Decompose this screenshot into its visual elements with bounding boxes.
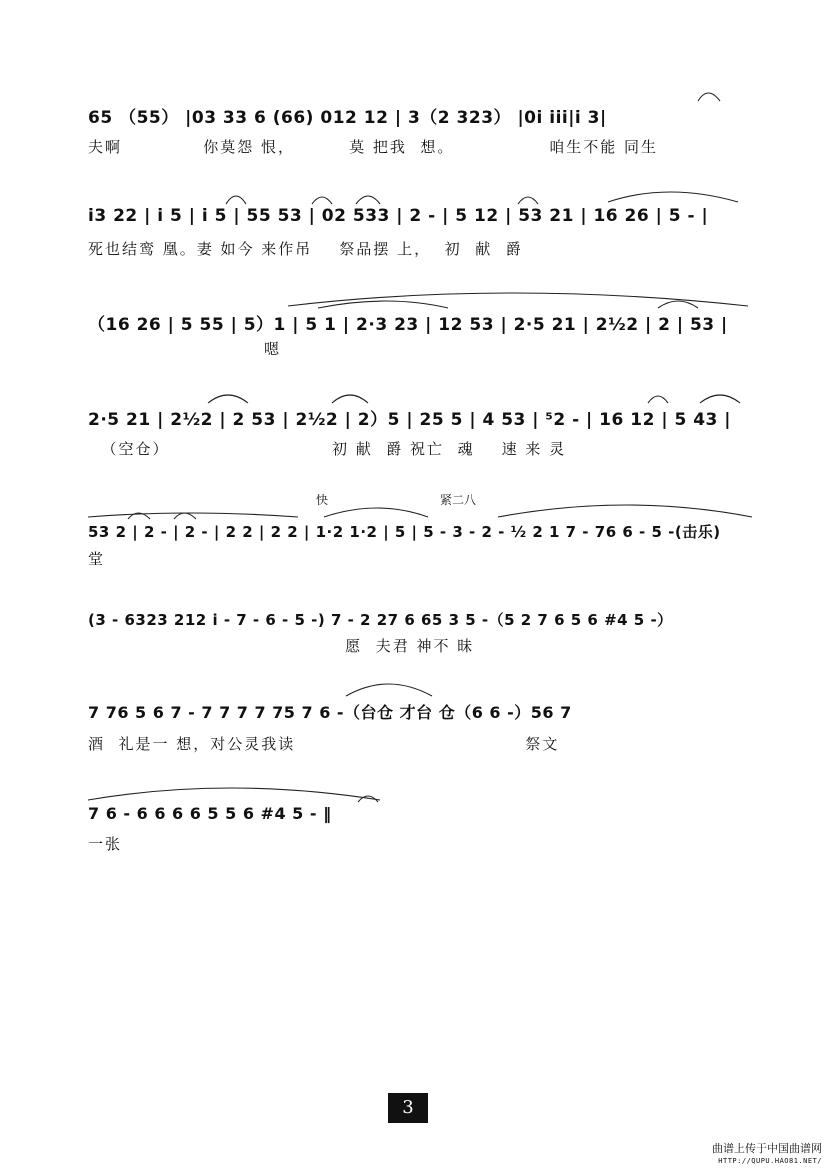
page-number: 3 bbox=[388, 1093, 428, 1123]
notation-line-3: （16 26 | 5 55 | 5）1 | 5 1 | 2·3 23 | 12 53 | 2·5 21 | 2½2 | 2 | 53 | bbox=[88, 315, 728, 335]
lyric-line-7: 酒 礼是一 想，对公灵我读 祭文 bbox=[88, 735, 560, 753]
lyric-line-3: 嗯 bbox=[88, 340, 281, 358]
tempo-tight-erba: 紧二八 bbox=[440, 493, 477, 507]
slur-marks bbox=[88, 682, 760, 702]
notation-line-4: 2·5 21 | 2½2 | 2 53 | 2½2 | 2）5 | 25 5 | 4 53 | ⁵2 - | 16 12 | 5 43 | bbox=[88, 410, 731, 430]
notation-line-7: 7 76 5 6 7 - 7 7 7 7 75 7 6 -（台仓 才台 仓（6 6 -）56 7 bbox=[88, 703, 572, 722]
lyric-line-4: （空仓） 初 献 爵 祝亡 魂 速 来 灵 bbox=[88, 440, 567, 458]
lyric-line-1: 夫啊 你莫怨 恨， 莫 把我 想。 咱生不能 同生 bbox=[88, 138, 658, 156]
slur-marks bbox=[88, 503, 760, 523]
slur-marks bbox=[88, 387, 760, 407]
lyric-line-5: 堂 bbox=[88, 550, 106, 568]
slur-marks bbox=[88, 786, 760, 806]
notation-line-2: i3 22 | i 5 | i 5 | 55 53 | 02 533 | 2 - | 5 12 | 53 21 | 16 26 | 5 - | bbox=[88, 206, 709, 226]
slur-marks bbox=[88, 292, 760, 312]
tempo-fast: 快 bbox=[316, 493, 329, 507]
watermark-url: HTTP://QUPU.HAO81.NET/ bbox=[718, 1157, 822, 1165]
lyric-line-6: 愿 夫君 神不 昧 bbox=[88, 637, 475, 655]
notation-line-1: 65 （55） |03 33 6 (66) 012 12 | 3（2 323） |0i iii|i 3| bbox=[88, 108, 607, 128]
lyric-line-2: 死也结鸾 凰。妻 如今 来作吊 祭品摆 上， 初 献 爵 bbox=[88, 240, 523, 258]
lyric-line-8: 一张 bbox=[88, 835, 123, 853]
slur-marks bbox=[88, 85, 760, 105]
site-watermark bbox=[712, 1143, 822, 1167]
notation-line-6: (3 - 6323 212 i - 7 - 6 - 5 -) 7 - 2 27 6 65 3 5 -（5 2 7 6 5 6 #4 5 -） bbox=[88, 611, 673, 629]
watermark-text: 曲谱上传于中国曲谱网 bbox=[712, 1142, 822, 1155]
notation-line-5: 53 2 | 2 - | 2 - | 2 2 | 2 2 | 1·2 1·2 | 5 | 5 - 3 - 2 - ½ 2 1 7 - 76 6 - 5 -(击乐) bbox=[88, 523, 721, 541]
notation-line-8: 7 6 - 6 6 6 6 5 5 6 #4 5 - ‖ bbox=[88, 804, 332, 823]
slur-marks bbox=[88, 188, 760, 208]
